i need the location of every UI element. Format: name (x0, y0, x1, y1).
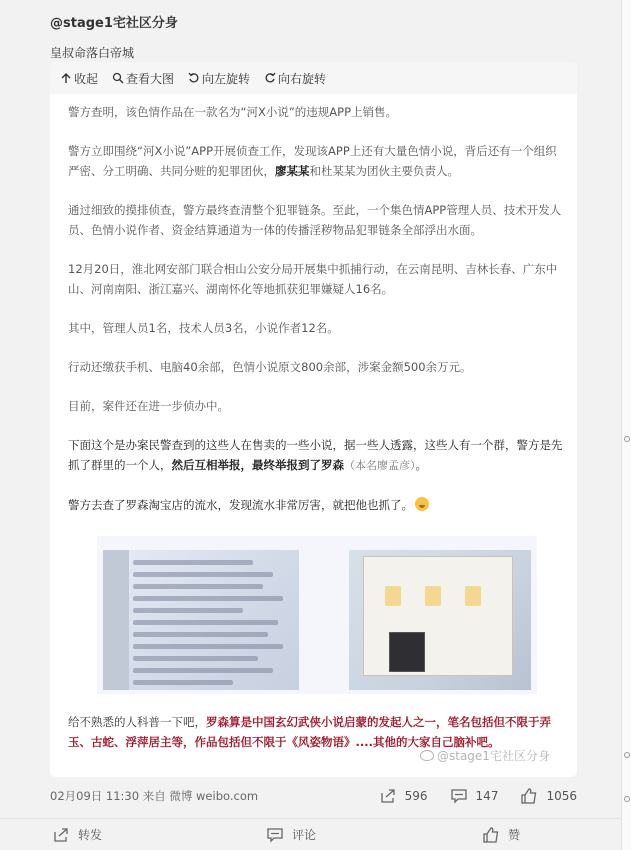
side-panel-edge[interactable] (621, 0, 631, 850)
comment-button[interactable] (266, 826, 316, 844)
paragraph: 通过细致的摸排侦查，警方最终查清整个犯罪链条。至此，一个集色情APP管理人员、技术开发人员、色情小说作者、资金结算通道为一体的传播淫秽物品犯罪链条全部浮出水面。 (68, 203, 562, 237)
post-meta (50, 783, 577, 809)
repost-count: 596 (404, 789, 428, 803)
crying-emoji-icon (415, 497, 429, 511)
view-large-button[interactable] (112, 70, 174, 87)
paragraph: 目前，案件还在进一步侦办中。 (68, 399, 229, 413)
view-large-label: 查看大图 (126, 71, 175, 86)
paragraph (68, 435, 567, 476)
comment-label: 评论 (292, 828, 317, 842)
repost-comment: 皇叔命落白帝城 (50, 46, 135, 60)
note-text: （本名廖孟彦） (344, 459, 416, 472)
action-bar (0, 818, 631, 850)
paragraph-text: 。 (415, 458, 427, 472)
post-body (50, 94, 577, 515)
paragraph (68, 712, 568, 752)
original-post-card (50, 62, 577, 777)
image-strip (97, 536, 537, 694)
image-toolbar (50, 62, 577, 94)
thumbs-up-icon (520, 787, 538, 805)
like-count-button[interactable] (520, 787, 577, 805)
rotate-right-button[interactable] (264, 70, 326, 87)
paragraph-text: 给不熟悉的人科普一下吧， (68, 715, 206, 729)
watermark-text: @stage1宅社区分身 (437, 749, 550, 763)
collapse-label: 收起 (74, 71, 99, 86)
paragraph: 行动还缴获手机、电脑40余部，色情小说原文800余部，涉案金额500余万元。 (68, 360, 472, 374)
repost-header (50, 14, 590, 62)
rotate-right-label: 向右旋转 (278, 71, 327, 86)
paragraph (68, 141, 567, 181)
search-icon (112, 72, 124, 84)
repost-label: 转发 (78, 828, 103, 842)
rotate-left-label: 向左旋转 (202, 71, 251, 86)
collapse-icon (60, 72, 72, 84)
like-button[interactable] (482, 826, 520, 844)
suspect-name: 廖某某 (275, 164, 310, 178)
rotate-right-icon (264, 72, 276, 84)
paragraph-text: 警方去查了罗森淘宝店的流水，发现流水非常厉害，就把他也抓了。 (68, 498, 413, 512)
share-icon (52, 826, 70, 844)
paragraph: 其中，管理人员1名，技术人员3名，小说作者12名。 (68, 321, 339, 335)
rotate-left-button[interactable] (188, 70, 250, 87)
like-label: 赞 (508, 828, 521, 842)
collapse-button[interactable] (60, 70, 98, 87)
screenshot-photo-left[interactable] (103, 550, 299, 690)
author-name[interactable]: @stage1宅社区分身 (50, 16, 178, 31)
thumbs-up-icon (482, 826, 500, 844)
paragraph-text: 警方立即围绕“河X小说”APP开展侦查工作，发现该APP上还有大量色情小说，背后还有一个组织严密、分工明确、共同分赃的犯罪团伙， (68, 144, 557, 178)
paragraph-text: 和杜某某为团伙主要负责人。 (309, 164, 459, 178)
screenshot-photo-right[interactable] (349, 550, 531, 690)
paragraph: 警方查明，该色情作品在一款名为“河X小说”的违规APP上销售。 (68, 105, 398, 119)
post-timestamp[interactable]: 02月09日 11:30 来自 微博 weibo.com (50, 789, 259, 803)
share-icon (379, 787, 397, 805)
highlight-red-text: 罗森算是中国玄幻武侠小说启蒙的发起人之一，笔名包括但不限于弄玉、古蛇、浮萍居主等，作品包括但不限于《风姿物语》....其他的大家自己脑补吧。 (68, 715, 551, 749)
like-count: 1056 (546, 789, 577, 803)
repost-count-button[interactable] (379, 787, 428, 805)
paragraph (68, 495, 567, 515)
comment-count: 147 (475, 789, 499, 803)
paragraph-text: 下面这个是办案民警查到的这些人在售卖的一些小说，据一些人透露，这些人有一个群，警方是先抓了群里的一个人， (68, 438, 563, 472)
weibo-logo-icon (420, 750, 434, 761)
rotate-left-icon (188, 72, 200, 84)
comment-count-button[interactable] (450, 787, 499, 805)
comment-icon (266, 826, 284, 844)
comment-icon (450, 787, 468, 805)
weibo-watermark (420, 747, 550, 764)
repost-button[interactable] (52, 826, 102, 844)
paragraph: 12月20日，淮北网安部门联合相山公安分局开展集中抓捕行动，在云南昆明、吉林长春、广东中山、河南南阳、浙江嘉兴、湖南怀化等地抓获犯罪嫌疑人16名。 (68, 262, 558, 296)
highlight-text: 然后互相举报，最终举报到了罗森 (171, 458, 344, 472)
